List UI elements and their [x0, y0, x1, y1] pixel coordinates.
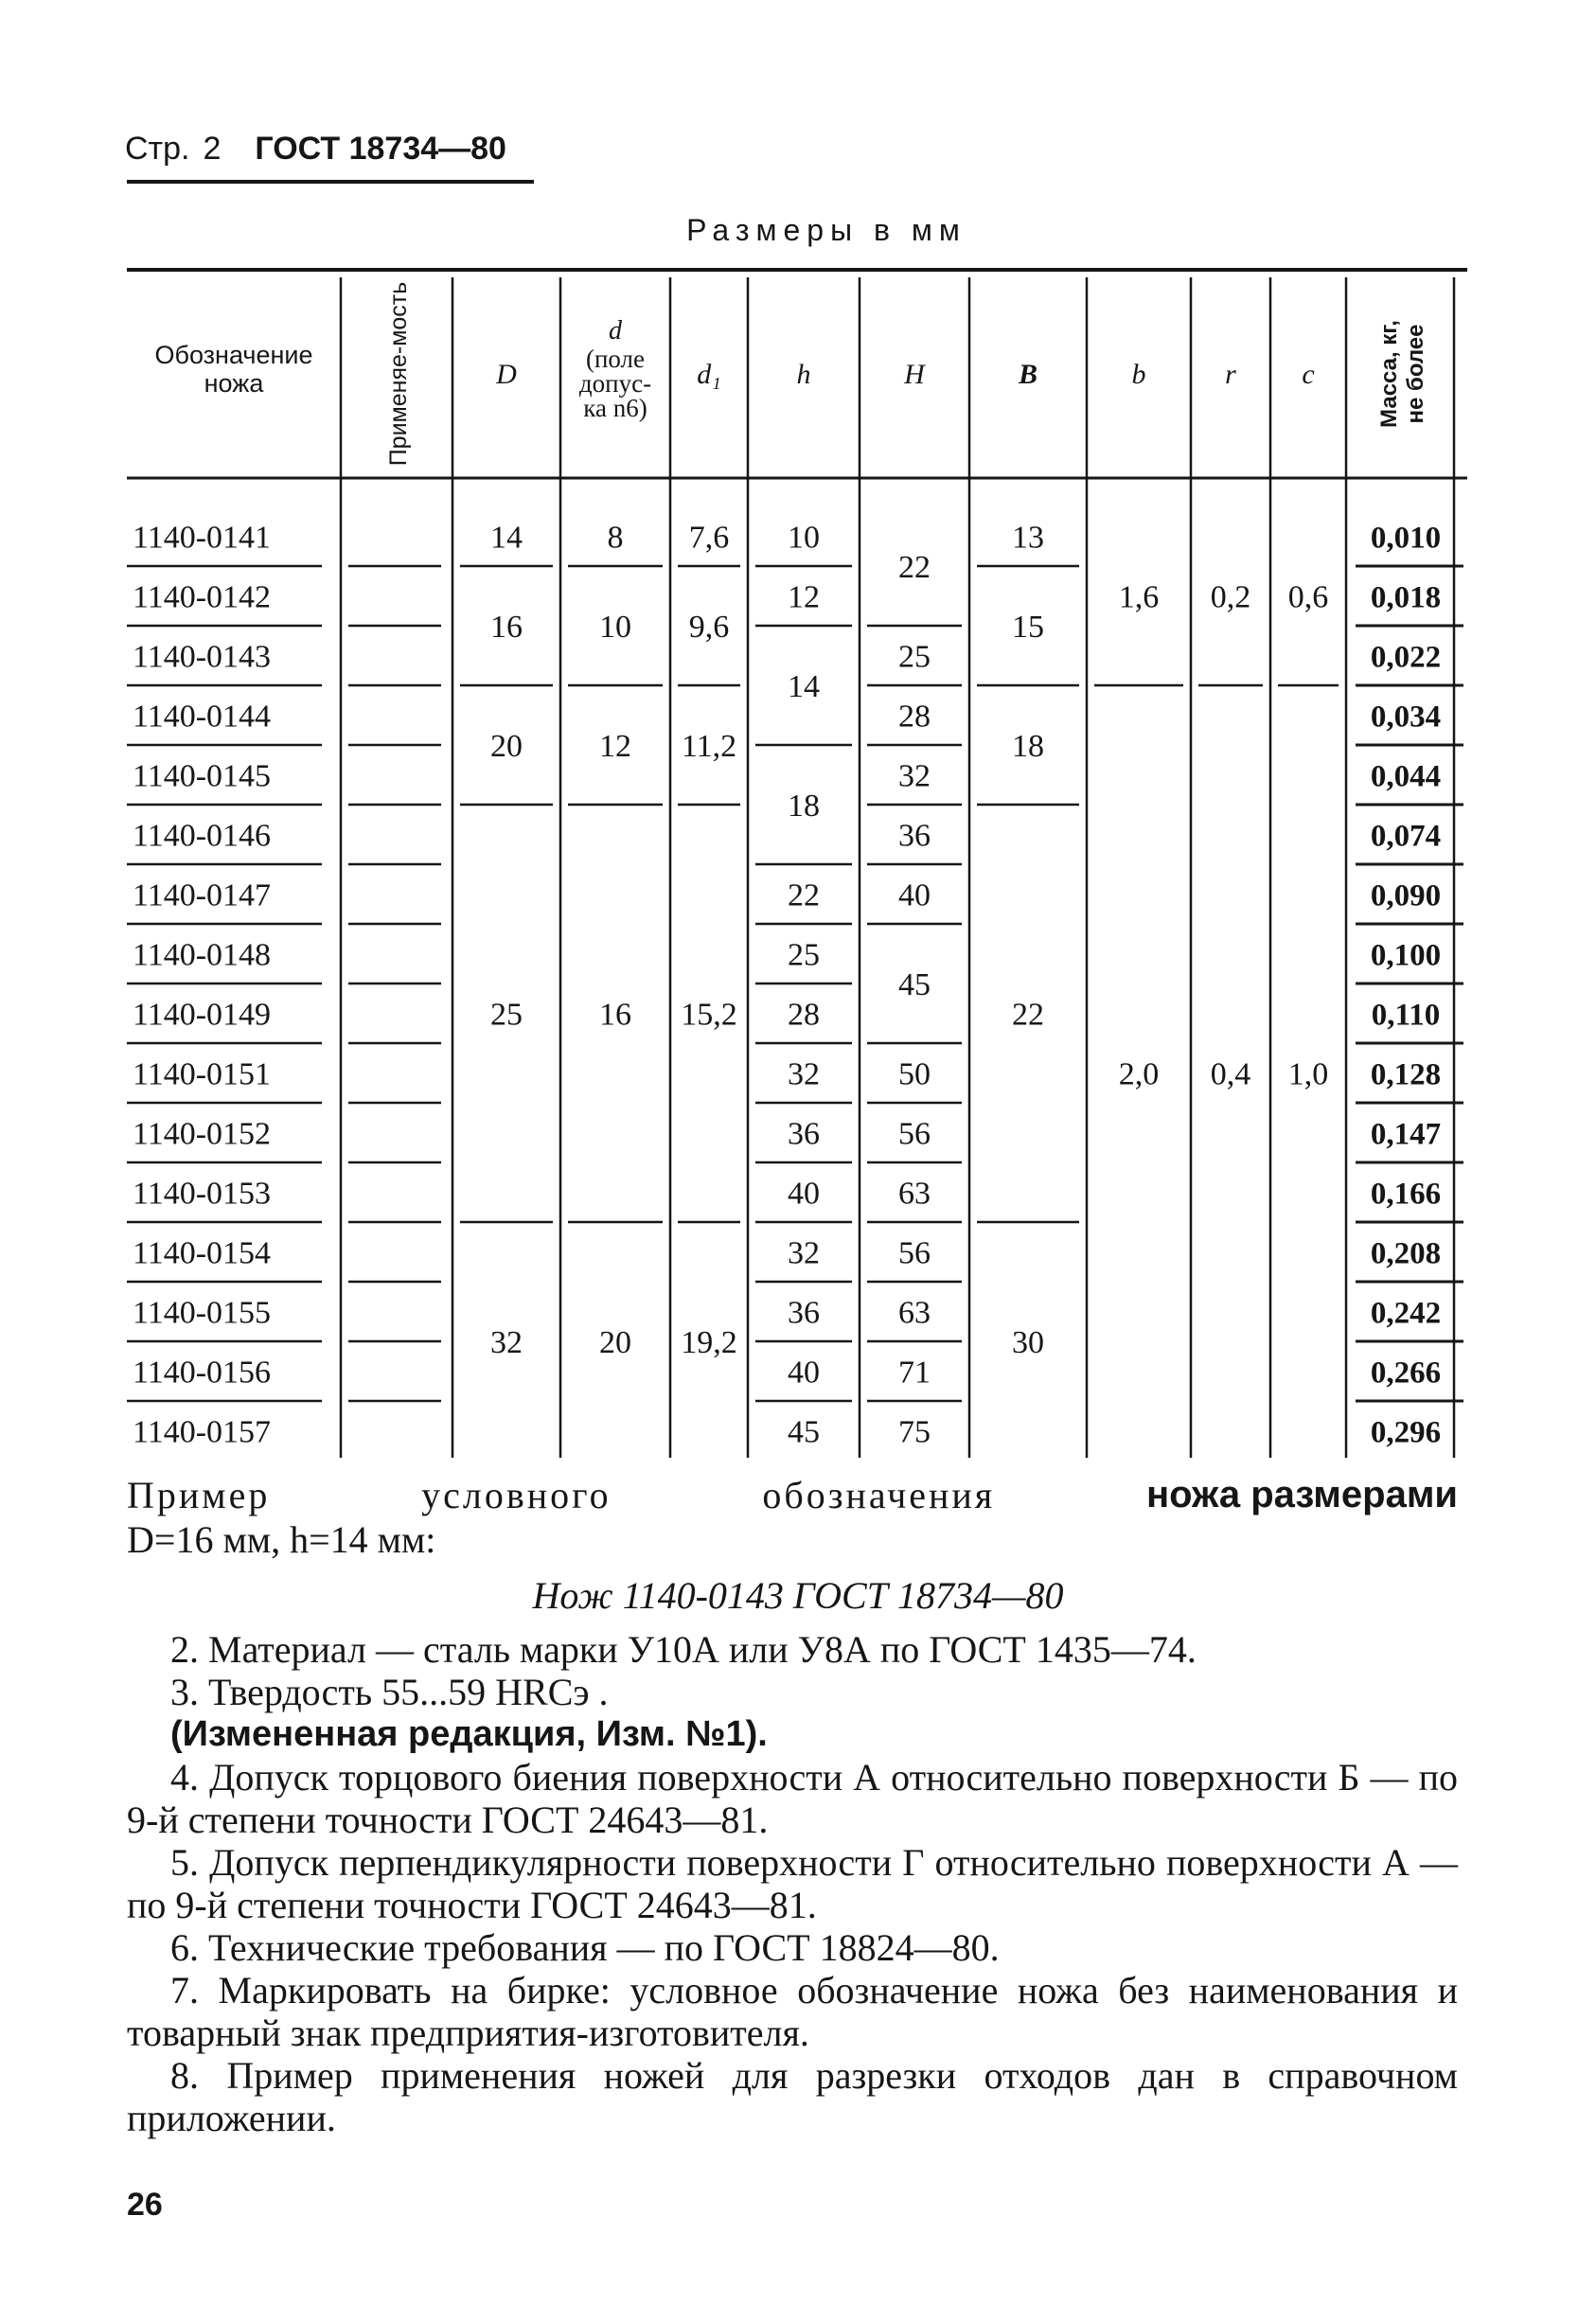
item-8: 8. Пример применения ножей для разрезки отходов дан в справочном приложении. — [127, 2054, 1458, 2139]
row-designation: 1140-0149 — [133, 997, 272, 1033]
cell-h: 36 — [788, 1116, 820, 1152]
cell-H: 32 — [898, 758, 931, 794]
cell-H: 40 — [898, 877, 931, 913]
item-3-note: (Измененная редакция, Изм. №1). — [170, 1714, 768, 1754]
cell-D: 20 — [490, 729, 523, 764]
page-number: 26 — [127, 2187, 163, 2223]
row-mass: 0,100 — [1370, 938, 1442, 973]
row-mass: 0,128 — [1370, 1057, 1442, 1092]
item-6: 6. Технические требования — по ГОСТ 18824—80. — [170, 1926, 1000, 1969]
example-word-3: обозначения — [762, 1474, 996, 1516]
header-mass: Масса, кг, — [1376, 320, 1402, 428]
cell-B: 22 — [1012, 997, 1044, 1033]
row-designation: 1140-0157 — [133, 1414, 272, 1450]
header-h: h — [796, 359, 811, 390]
cell-B: 13 — [1012, 520, 1044, 556]
row-designation: 1140-0145 — [133, 758, 272, 794]
cell-d: 8 — [607, 520, 624, 556]
cell-H: 56 — [898, 1235, 931, 1271]
cell-h: 45 — [788, 1414, 820, 1450]
row-mass: 0,034 — [1370, 700, 1442, 735]
item-2: 2. Материал — сталь марки У10А или У8А по ГОСТ 1435—74. — [170, 1628, 1197, 1671]
row-designation: 1140-0152 — [133, 1116, 272, 1152]
row-mass: 0,022 — [1370, 640, 1442, 675]
row-designation: 1140-0143 — [133, 639, 272, 675]
cell-c: 0,6 — [1287, 579, 1329, 615]
row-mass: 0,018 — [1370, 580, 1442, 615]
row-mass: 0,208 — [1370, 1236, 1442, 1271]
cell-h: 40 — [788, 1355, 820, 1391]
row-mass: 0,010 — [1370, 521, 1442, 556]
cell-d: 12 — [599, 729, 631, 764]
header-r: r — [1225, 359, 1236, 390]
header-d-tol: допус- — [578, 369, 652, 398]
cell-r: 0,2 — [1210, 579, 1251, 615]
row-designation: 1140-0144 — [133, 699, 272, 735]
example-line2: D=16 мм, h=14 мм: — [127, 1518, 436, 1561]
row-designation: 1140-0156 — [133, 1355, 272, 1391]
cell-H: 25 — [898, 639, 931, 675]
cell-h: 22 — [788, 877, 820, 913]
cell-H: 22 — [898, 550, 931, 585]
item-3: 3. Твердость 55...59 HRCэ . — [170, 1671, 609, 1713]
row-designation: 1140-0148 — [133, 937, 272, 973]
cell-H: 71 — [898, 1355, 931, 1391]
row-designation: 1140-0142 — [133, 579, 272, 615]
row-mass: 0,296 — [1370, 1415, 1442, 1450]
cell-h: 40 — [788, 1176, 820, 1212]
cell-h: 18 — [788, 789, 820, 824]
cell-h: 10 — [788, 520, 820, 556]
item-7: 7. Маркировать на бирке: условное обозначение ножа без наименования и товарный знак предприятия-изготовителя. — [127, 1969, 1458, 2054]
header-b: b — [1131, 359, 1146, 390]
header-mass: не более — [1403, 324, 1428, 424]
item-4: 4. Допуск торцового биения поверхности А относительно поверхности Б — по 9-й степени точности ГОСТ 24643—81. — [127, 1756, 1458, 1841]
example-word-2: условного — [421, 1474, 612, 1516]
cell-H: 50 — [898, 1056, 931, 1092]
cell-D: 16 — [490, 610, 523, 645]
cell-h: 14 — [788, 669, 820, 704]
row-designation: 1140-0151 — [133, 1056, 272, 1092]
page-num: 2 — [203, 131, 222, 167]
cell-d1: 9,6 — [688, 610, 730, 645]
row-designation: 1140-0147 — [133, 877, 272, 913]
requirements-list — [127, 1628, 1458, 2139]
example-line1 — [127, 1474, 1458, 1516]
row-mass: 0,166 — [1370, 1177, 1442, 1212]
cell-b: 1,6 — [1118, 579, 1160, 615]
cell-H: 63 — [898, 1295, 931, 1331]
cell-H: 28 — [898, 699, 931, 735]
header-H: H — [904, 359, 925, 390]
cell-d1: 11,2 — [681, 729, 737, 764]
header-B: B — [1018, 359, 1038, 390]
row-mass: 0,090 — [1370, 878, 1442, 913]
cell-B: 18 — [1012, 729, 1044, 764]
cell-d: 10 — [599, 610, 631, 645]
cell-h: 36 — [788, 1295, 820, 1331]
cell-H: 75 — [898, 1414, 931, 1450]
header-c: c — [1302, 359, 1315, 390]
cell-d1: 19,2 — [681, 1325, 737, 1360]
cell-h: 12 — [788, 579, 820, 615]
row-mass: 0,242 — [1370, 1296, 1442, 1331]
example-designation: Нож 1140-0143 ГОСТ 18734—80 — [532, 1574, 1064, 1617]
row-designation: 1140-0146 — [133, 818, 272, 854]
cell-B: 30 — [1012, 1325, 1044, 1360]
cell-B: 15 — [1012, 610, 1044, 645]
cell-H: 56 — [898, 1116, 931, 1152]
header-d1: d₁ — [697, 359, 721, 390]
cell-d: 20 — [599, 1325, 631, 1360]
cell-D: 14 — [490, 520, 523, 556]
row-mass: 0,110 — [1371, 998, 1441, 1033]
cell-d1: 7,6 — [688, 520, 730, 556]
cell-h: 28 — [788, 997, 820, 1033]
cell-c: 1,0 — [1287, 1056, 1329, 1092]
cell-b: 2,0 — [1118, 1056, 1160, 1092]
header-d: d — [609, 316, 622, 346]
row-designation: 1140-0141 — [133, 520, 272, 556]
header-applicability: Применяе-мость — [385, 281, 412, 467]
row-mass: 0,044 — [1370, 759, 1442, 794]
row-designation: 1140-0155 — [133, 1295, 272, 1331]
units-caption: Размеры в мм — [686, 213, 966, 247]
header-d-tol: ка n6) — [583, 394, 647, 422]
header-D: D — [496, 359, 517, 390]
standard-title: ГОСТ 18734—80 — [255, 131, 506, 167]
cell-r: 0,4 — [1210, 1056, 1251, 1092]
cell-D: 25 — [490, 997, 523, 1033]
page-label: Стр. — [125, 131, 190, 167]
example-word-1: Пример — [127, 1474, 271, 1516]
row-designation: 1140-0154 — [133, 1235, 272, 1271]
item-5: 5. Допуск перпендикулярности поверхности Г относительно поверхности А — по 9-й степени точности ГОСТ 24643—81. — [127, 1841, 1458, 1926]
cell-H: 45 — [898, 967, 931, 1002]
row-mass: 0,147 — [1370, 1117, 1442, 1152]
cell-d: 16 — [599, 997, 631, 1033]
cell-h: 25 — [788, 937, 820, 973]
header-d-tol: (поле — [585, 345, 646, 373]
cell-H: 36 — [898, 818, 931, 854]
row-mass: 0,266 — [1370, 1356, 1442, 1391]
cell-h: 32 — [788, 1056, 820, 1092]
example-word-4: ножа размерами — [1145, 1474, 1458, 1515]
cell-D: 32 — [490, 1325, 523, 1360]
row-designation: 1140-0153 — [133, 1176, 272, 1212]
cell-h: 32 — [788, 1235, 820, 1271]
cell-d1: 15,2 — [681, 997, 737, 1033]
header-designation: Обозначение — [154, 341, 313, 369]
header-designation: ножа — [204, 369, 264, 398]
cell-H: 63 — [898, 1176, 931, 1212]
row-mass: 0,074 — [1370, 819, 1442, 854]
